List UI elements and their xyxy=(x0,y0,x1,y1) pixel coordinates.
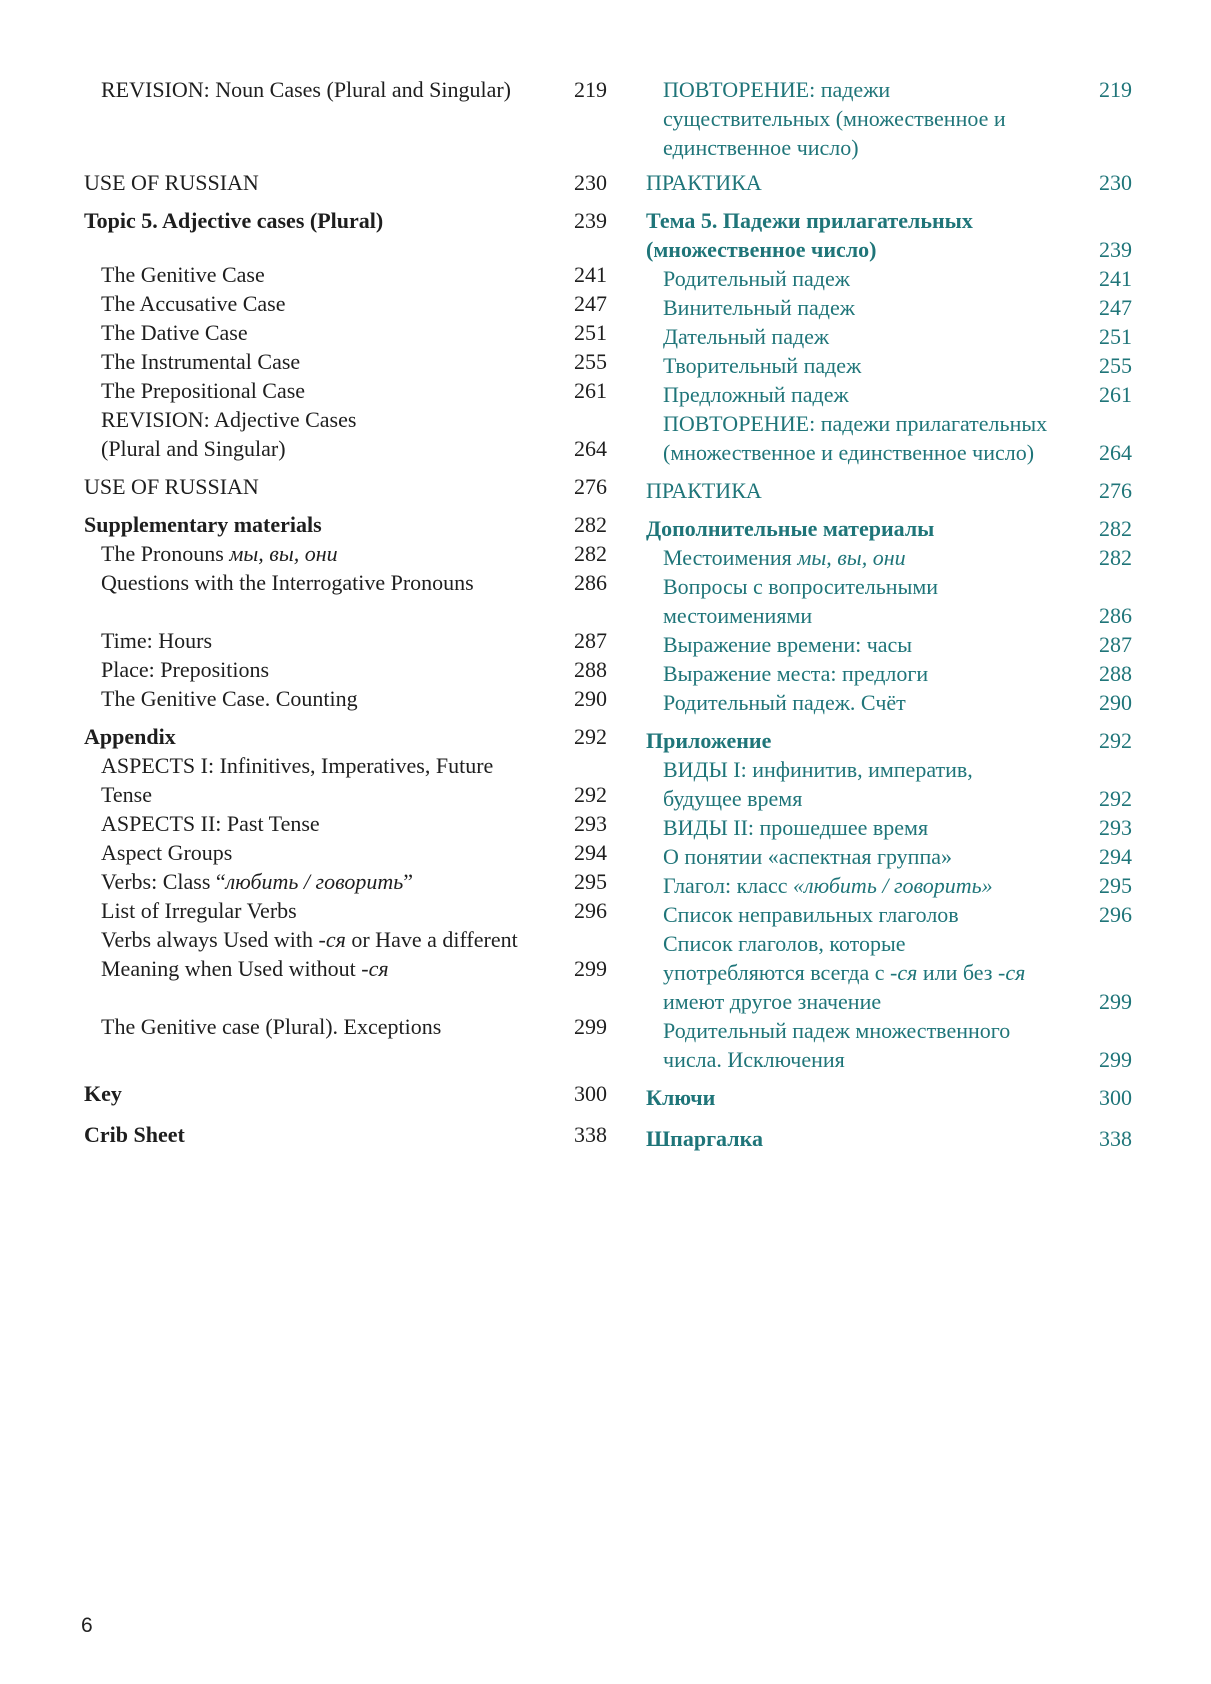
toc-entry xyxy=(646,351,1132,380)
toc-entry-title: Предложный падеж xyxy=(663,382,849,407)
toc-page-number: 264 xyxy=(1099,440,1132,465)
toc-page-number: 295 xyxy=(1099,873,1132,898)
toc-entry-title: Topic 5. Adjective cases (Plural) xyxy=(84,208,384,233)
toc-entry-title: Родительный падеж. Счёт xyxy=(663,690,906,715)
toc-entry-title: Place: Prepositions xyxy=(101,657,270,682)
toc-entry xyxy=(646,543,1132,572)
toc-entry-title: Выражение места: предлоги xyxy=(663,661,929,686)
toc-entry-title: The Genitive case (Plural). Exceptions xyxy=(101,1014,442,1039)
toc-page-number: 295 xyxy=(574,869,607,894)
toc-page-number: 296 xyxy=(574,898,607,923)
toc-entry xyxy=(646,168,1132,197)
toc-entry xyxy=(84,867,607,896)
toc-entry xyxy=(84,626,607,655)
page-number-footer: 6 xyxy=(81,1614,93,1637)
toc-page-number: 287 xyxy=(1099,632,1132,657)
toc-section-heading xyxy=(84,1079,607,1108)
toc-page-number: 282 xyxy=(574,541,607,566)
toc-page-number: 294 xyxy=(574,840,607,865)
toc-entry-title: существительных (множественное и xyxy=(663,106,1006,131)
toc-entry xyxy=(646,900,1132,929)
toc-entry-title: Приложение xyxy=(646,728,772,753)
toc-entry xyxy=(646,264,1132,293)
toc-entry xyxy=(84,838,607,867)
toc-entry-title: местоимениями xyxy=(663,603,813,628)
toc-column-russian xyxy=(646,75,1132,1153)
toc-page-number: 219 xyxy=(574,77,607,102)
toc-entry-title: Глагол: класс «любить / говорить» xyxy=(663,873,993,898)
toc-page-number: 251 xyxy=(1099,324,1132,349)
toc-page-number: 338 xyxy=(574,1122,607,1147)
toc-page-number: 264 xyxy=(574,436,607,461)
toc-page-number: 292 xyxy=(1099,728,1132,753)
toc-page-number: 299 xyxy=(1099,1047,1132,1072)
toc-entry-title: The Pronouns мы, вы, они xyxy=(101,541,338,566)
toc-section-heading xyxy=(646,514,1132,543)
toc-entry xyxy=(646,133,1132,162)
toc-entry-title: Aspect Groups xyxy=(101,840,233,865)
toc-page-number: 338 xyxy=(1099,1126,1132,1151)
toc-entry xyxy=(84,568,607,597)
toc-entry-title: The Genitive Case xyxy=(101,262,265,287)
toc-entry-title: The Genitive Case. Counting xyxy=(101,686,358,711)
toc-page-number: 294 xyxy=(1099,844,1132,869)
toc-entry-title: Tense xyxy=(101,782,152,807)
toc-entry xyxy=(646,572,1132,601)
toc-entry xyxy=(646,293,1132,322)
toc-section-heading xyxy=(646,1124,1132,1153)
toc-entry xyxy=(84,780,607,809)
toc-entry xyxy=(646,987,1132,1016)
toc-entry-title: Местоимения мы, вы, они xyxy=(663,545,906,570)
toc-section-heading xyxy=(84,510,607,539)
toc-entry xyxy=(646,784,1132,813)
toc-section-heading xyxy=(646,206,1132,235)
toc-entry-title: The Accusative Case xyxy=(101,291,286,316)
toc-entry-title: ПРАКТИКА xyxy=(646,170,762,195)
toc-entry xyxy=(646,842,1132,871)
toc-entry-title: единственное число) xyxy=(663,135,859,160)
toc-entry-title: ASPECTS II: Past Tense xyxy=(101,811,320,836)
toc-entry xyxy=(84,954,607,983)
toc-page-number: 241 xyxy=(574,262,607,287)
toc-entry-title: Тема 5. Падежи прилагательных xyxy=(646,208,973,233)
toc-entry-title: Time: Hours xyxy=(101,628,213,653)
toc-page-number: 247 xyxy=(1099,295,1132,320)
toc-page-number: 251 xyxy=(574,320,607,345)
toc-page-number: 261 xyxy=(1099,382,1132,407)
toc-entry xyxy=(646,409,1132,438)
toc-entry xyxy=(84,751,607,780)
toc-page-number: 293 xyxy=(1099,815,1132,840)
toc-page-number: 282 xyxy=(1099,545,1132,570)
toc-entry-title: Meaning when Used without -ся xyxy=(101,956,389,981)
toc-entry xyxy=(646,630,1132,659)
toc-entry-title: Crib Sheet xyxy=(84,1122,185,1147)
toc-entry-title: Appendix xyxy=(84,724,176,749)
toc-entry xyxy=(646,755,1132,784)
toc-page-number: 219 xyxy=(1099,77,1132,102)
toc-section-heading xyxy=(84,206,607,235)
toc-page-number: 261 xyxy=(574,378,607,403)
toc-page-number: 247 xyxy=(574,291,607,316)
toc-entry-title: ПРАКТИКА xyxy=(646,478,762,503)
toc-page-number: 239 xyxy=(1099,237,1132,262)
toc-page-number: 288 xyxy=(1099,661,1132,686)
toc-entry-title: Творительный падеж xyxy=(663,353,862,378)
toc-entry-title: числа. Исключения xyxy=(663,1047,845,1072)
toc-entry-title: Supplementary materials xyxy=(84,512,322,537)
toc-entry xyxy=(646,1016,1132,1045)
toc-entry-title: USE OF RUSSIAN xyxy=(84,170,259,195)
toc-entry-title: Винительный падеж xyxy=(663,295,855,320)
toc-entry-title: REVISION: Noun Cases (Plural and Singular) xyxy=(101,77,512,102)
toc-entry xyxy=(84,168,607,197)
toc-page-number: 290 xyxy=(574,686,607,711)
toc-entry-title: О понятии «аспектная группа» xyxy=(663,844,952,869)
toc-section-heading xyxy=(84,1120,607,1149)
toc-entry-title: имеют другое значение xyxy=(663,989,882,1014)
toc-page-number: 230 xyxy=(574,170,607,195)
toc-entry-title: Ключи xyxy=(646,1085,716,1110)
toc-page-number: 300 xyxy=(1099,1085,1132,1110)
toc-entry-title: (Plural and Singular) xyxy=(101,436,286,461)
toc-page-number: 300 xyxy=(574,1081,607,1106)
toc-entry-title: ВИДЫ II: прошедшее время xyxy=(663,815,929,840)
toc-entry xyxy=(84,289,607,318)
toc-entry-title: Родительный падеж xyxy=(663,266,850,291)
toc-page-number: 290 xyxy=(1099,690,1132,715)
toc-entry-title: Verbs: Class “любить / говорить” xyxy=(101,869,414,894)
toc-entry xyxy=(84,684,607,713)
toc-page-number: 241 xyxy=(1099,266,1132,291)
toc-page-number: 239 xyxy=(574,208,607,233)
toc-entry xyxy=(646,380,1132,409)
toc-page-number: 296 xyxy=(1099,902,1132,927)
toc-page-number: 255 xyxy=(574,349,607,374)
toc-page-number: 282 xyxy=(574,512,607,537)
toc-entry-title: The Instrumental Case xyxy=(101,349,301,374)
toc-entry xyxy=(84,1012,607,1041)
toc-entry-title: ВИДЫ I: инфинитив, императив, xyxy=(663,757,973,782)
toc-entry-title: USE OF RUSSIAN xyxy=(84,474,259,499)
toc-entry xyxy=(84,434,607,463)
toc-section-heading xyxy=(84,722,607,751)
toc-entry-title: Дательный падеж xyxy=(663,324,830,349)
toc-entry-title: ПОВТОРЕНИЕ: падежи прилагательных xyxy=(663,411,1048,436)
toc-entry-title: Выражение времени: часы xyxy=(663,632,913,657)
toc-entry xyxy=(646,476,1132,505)
toc-page-number: 286 xyxy=(1099,603,1132,628)
toc-entry xyxy=(646,659,1132,688)
toc-page-number: 293 xyxy=(574,811,607,836)
toc-section-heading xyxy=(646,1083,1132,1112)
toc-entry-title: Шпаргалка xyxy=(646,1126,763,1151)
toc-page-number: 282 xyxy=(1099,516,1132,541)
toc-page-number: 287 xyxy=(574,628,607,653)
toc-entry-title: употребляются всегда с -ся или без -ся xyxy=(663,960,1026,985)
toc-entry-title: Список глаголов, которые xyxy=(663,931,906,956)
toc-page-number: 255 xyxy=(1099,353,1132,378)
toc-entry xyxy=(84,347,607,376)
toc-section-heading xyxy=(646,726,1132,755)
toc-entry xyxy=(646,1045,1132,1074)
toc-entry-title: The Dative Case xyxy=(101,320,248,345)
toc-entry xyxy=(646,813,1132,842)
toc-entry xyxy=(646,104,1132,133)
toc-entry xyxy=(84,405,607,434)
toc-page-number: 286 xyxy=(574,570,607,595)
toc-entry-title: будущее время xyxy=(663,786,803,811)
toc-page-number: 292 xyxy=(1099,786,1132,811)
toc-entry-title: Вопросы с вопросительными xyxy=(663,574,939,599)
toc-page-number: 276 xyxy=(1099,478,1132,503)
toc-entry-title: Key xyxy=(84,1081,122,1106)
toc-page-number: 230 xyxy=(1099,170,1132,195)
toc-entry-title: Родительный падеж множественного xyxy=(663,1018,1011,1043)
toc-entry-title: (множественное и единственное число) xyxy=(663,440,1035,465)
toc-entry-title: The Prepositional Case xyxy=(101,378,306,403)
toc-page-number: 299 xyxy=(1099,989,1132,1014)
toc-page-number: 292 xyxy=(574,724,607,749)
toc-column-english xyxy=(84,75,607,1149)
toc-section-heading xyxy=(646,235,1132,264)
toc-entry xyxy=(646,601,1132,630)
toc-entry-title: Questions with the Interrogative Pronouns xyxy=(101,570,474,595)
toc-entry-title: ASPECTS I: Infinitives, Imperatives, Future xyxy=(101,753,494,778)
toc-entry xyxy=(84,472,607,501)
toc-entry-title: ПОВТОРЕНИЕ: падежи xyxy=(663,77,891,102)
toc-entry xyxy=(646,929,1132,958)
toc-entry xyxy=(646,75,1132,104)
toc-entry xyxy=(84,809,607,838)
toc-entry xyxy=(84,260,607,289)
toc-entry xyxy=(646,438,1132,467)
toc-entry-title: List of Irregular Verbs xyxy=(101,898,297,923)
toc-entry-title: Verbs always Used with -ся or Have a different xyxy=(101,927,518,952)
toc-page-number: 299 xyxy=(574,1014,607,1039)
toc-entry xyxy=(84,376,607,405)
toc-entry-title: Список неправильных глаголов xyxy=(663,902,959,927)
toc-entry xyxy=(84,539,607,568)
toc-entry xyxy=(646,688,1132,717)
toc-entry-title: (множественное число) xyxy=(646,237,877,262)
toc-page-number: 292 xyxy=(574,782,607,807)
toc-entry xyxy=(84,318,607,347)
toc-entry xyxy=(84,925,607,954)
toc-entry-title: REVISION: Adjective Cases xyxy=(101,407,357,432)
toc-entry xyxy=(84,896,607,925)
toc-entry xyxy=(84,75,607,104)
toc-entry xyxy=(646,871,1132,900)
toc-entry xyxy=(84,655,607,684)
toc-page-number: 288 xyxy=(574,657,607,682)
toc-entry-title: Дополнительные материалы xyxy=(646,516,935,541)
toc-page-number: 276 xyxy=(574,474,607,499)
toc-page-number: 299 xyxy=(574,956,607,981)
toc-entry xyxy=(646,322,1132,351)
toc-entry xyxy=(646,958,1132,987)
